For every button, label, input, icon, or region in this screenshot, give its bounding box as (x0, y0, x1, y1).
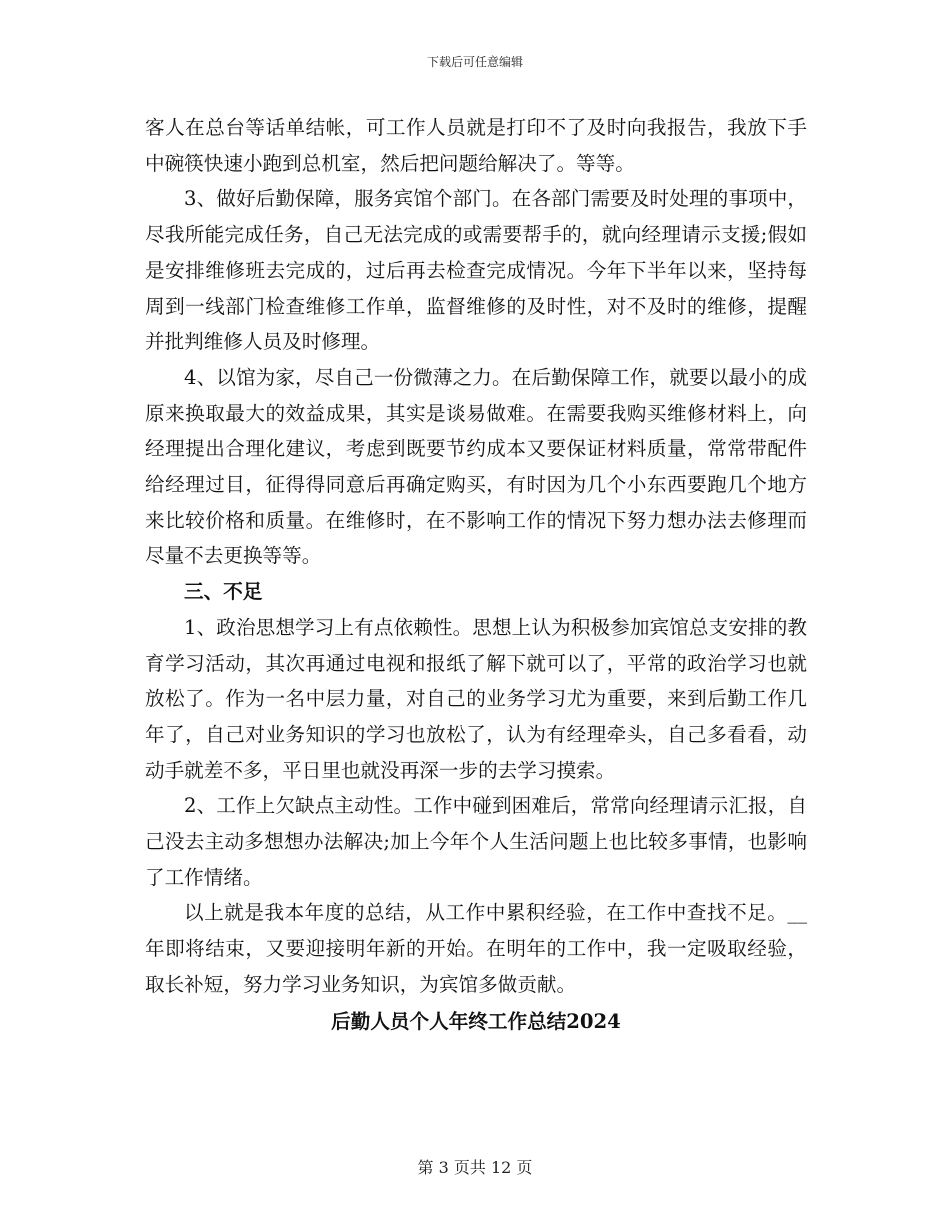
page-footer: 第 3 页共 12 页 (417, 1158, 533, 1177)
page-header: 下载后可任意编辑 (426, 55, 523, 69)
paragraph-shortcoming-1: 1、政治思想学习上有点依赖性。思想上认为积极参加宾馆总支安排的教育学习活动，其次再通过电视和报纸了解下就可以了，平常的政治学习也就放松了。作为一名中层力量，对自己的业务学习尤为重要，来到后勤工作几年了，自己对业务知识的学习也放松了，认为有经理牵头，自己多看看，动动手就差不多，平日里也就没再深一步的去学习摸索。 (145, 615, 807, 782)
document-body (145, 110, 807, 1039)
next-document-title: 后勤人员个人年终工作总结2024 (331, 1009, 621, 1033)
paragraph-continuation: 客人在总台等话单结帐，可工作人员就是打印不了及时向我报告，我放下手中碗筷快速小跑到总机室，然后把问题给解决了。等等。 (145, 116, 807, 175)
section-heading-shortcomings: 三、不足 (184, 580, 263, 604)
paragraph-item-4: 4、以馆为家，尽自己一份微薄之力。在后勤保障工作，就要以最小的成原来换取最大的效益成果，其实是谈易做难。在需要我购买维修材料上，向经理提出合理化建议，考虑到既要节约成本又要保证材料质量，常常带配件给经理过目，征得得同意后再确定购买，有时因为几个小东西要跑几个地方来比较价格和质量。在维修时，在不影响工作的情况下努力想办法去修理而尽量不去更换等等。 (145, 365, 807, 568)
paragraph-item-3: 3、做好后勤保障，服务宾馆个部门。在各部门需要及时处理的事项中，尽我所能完成任务，自己无法完成的或需要帮手的，就向经理请示支援;假如是安排维修班去完成的，过后再去检查完成情况。今年下半年以来，坚持每周到一线部门检查维修工作单，监督维修的及时性，对不及时的维修，提醒并批判维修人员及时修理。 (145, 187, 807, 354)
paragraph-conclusion: 以上就是我本年度的总结，从工作中累积经验，在工作中查找不足。__年即将结束，又要迎接明年新的开始。在明年的工作中，我一定吸取经验，取长补短，努力学习业务知识，为宾馆多做贡献。 (145, 901, 807, 996)
paragraph-shortcoming-2: 2、工作上欠缺点主动性。工作中碰到困难后，常常向经理请示汇报，自己没去主动多想想办法解决;加上今年个人生活问题上也比较多事情，也影响了工作情绪。 (145, 794, 807, 889)
